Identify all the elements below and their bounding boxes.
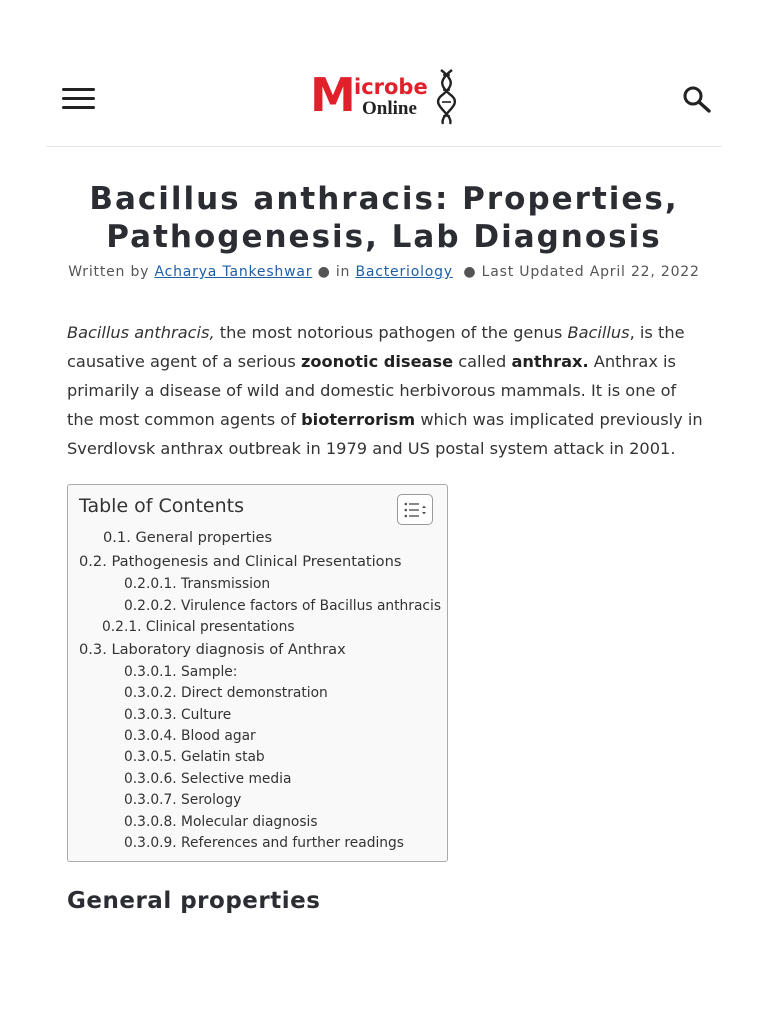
toc-item-pathogenesis[interactable]: 0.2. Pathogenesis and Clinical Presentations (79, 553, 402, 570)
menu-bar (62, 97, 95, 100)
search-icon[interactable] (682, 85, 712, 115)
article-meta (40, 264, 728, 280)
toc-item-blood-agar[interactable]: 0.3.0.4. Blood agar (124, 728, 256, 744)
author-link[interactable]: Acharya Tankeshwar (154, 264, 313, 280)
intro-text: , is the causative agent of a serious (67, 323, 685, 371)
intro-italic-genus: Bacillus (567, 323, 630, 342)
site-header (0, 0, 768, 147)
article-title (64, 180, 704, 256)
table-of-contents (67, 484, 448, 862)
section-heading-general-properties: General properties (67, 888, 321, 914)
intro-text: the most notorious pathogen of the genus (214, 323, 568, 342)
toc-title: Table of Contents (79, 495, 244, 517)
dna-helix-icon (436, 68, 458, 126)
toc-item-sample[interactable]: 0.3.0.1. Sample: (124, 664, 238, 680)
hamburger-menu-icon[interactable] (62, 88, 96, 112)
toc-item-direct-demonstration[interactable]: 0.3.0.2. Direct demonstration (124, 685, 328, 701)
intro-italic-species: Bacillus anthracis, (67, 323, 215, 342)
intro-bold-zoonotic: zoonotic disease (300, 352, 454, 371)
header-divider (46, 146, 722, 147)
toc-item-serology[interactable]: 0.3.0.7. Serology (124, 792, 242, 808)
intro-text: which was implicated previously in Sverdlovsk anthrax outbreak in 1979 and US postal system attack in 2001. (67, 410, 703, 458)
toc-item-general-properties[interactable]: 0.1. General properties (103, 529, 273, 546)
intro-bold-bioterrorism: bioterrorism (301, 410, 416, 429)
toc-toggle-button[interactable] (397, 494, 433, 525)
category-link[interactable]: Bacteriology (355, 264, 453, 280)
toc-item-references[interactable]: 0.3.0.9. References and further readings (124, 835, 404, 851)
in-label: ● in (317, 264, 351, 280)
intro-paragraph (67, 318, 707, 463)
menu-bar (62, 106, 95, 109)
intro-bold-anthrax: anthrax. (511, 352, 589, 371)
intro-text: called (453, 352, 512, 371)
toc-item-clinical-presentations[interactable]: 0.2.1. Clinical presentations (102, 619, 295, 635)
list-toggle-icon (404, 502, 428, 518)
site-logo[interactable] (310, 66, 460, 126)
logo-letter-m: M (310, 68, 354, 122)
toc-item-culture[interactable]: 0.3.0.3. Culture (124, 707, 232, 723)
logo-icrobe-text: icrobe (354, 75, 428, 99)
search-icon-glyph (682, 85, 712, 115)
written-by-label: Written by (68, 264, 150, 280)
toc-item-selective-media[interactable]: 0.3.0.6. Selective media (124, 771, 292, 787)
last-updated: ● Last Updated April 22, 2022 (463, 264, 700, 280)
toc-item-virulence-factors[interactable]: 0.2.0.2. Virulence factors of Bacillus anthracis (124, 598, 442, 614)
toc-item-transmission[interactable]: 0.2.0.1. Transmission (124, 576, 271, 592)
toc-item-lab-diagnosis[interactable]: 0.3. Laboratory diagnosis of Anthrax (79, 641, 346, 658)
menu-bar (62, 88, 95, 91)
toc-item-gelatin-stab[interactable]: 0.3.0.5. Gelatin stab (124, 749, 265, 765)
article-title-line-2: Pathogenesis, Lab Diagnosis (106, 219, 662, 255)
article-title-line-1: Bacillus anthracis: Properties, (89, 181, 679, 217)
logo-online-text: Online (362, 98, 417, 119)
toc-item-molecular-diagnosis[interactable]: 0.3.0.8. Molecular diagnosis (124, 814, 318, 830)
intro-text: Anthrax is primarily a disease of wild and domestic herbivorous mammals. It is one of the most common agents of (67, 352, 677, 429)
